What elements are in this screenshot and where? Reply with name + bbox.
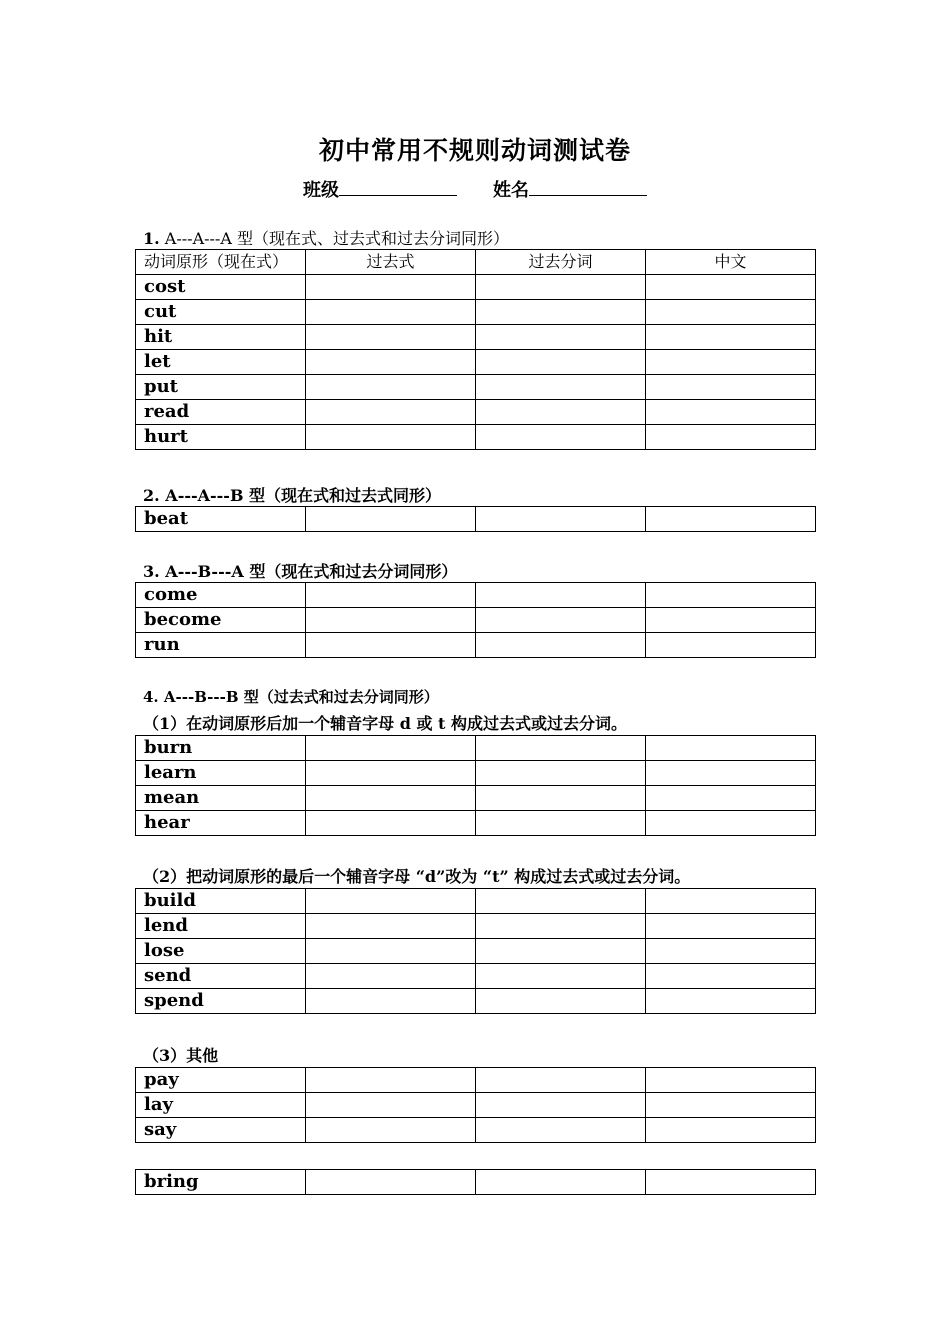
verb-cell: become (136, 608, 306, 633)
table-row (136, 375, 816, 400)
verb-cell: bring (136, 1170, 306, 1195)
student-info-line (0, 176, 950, 202)
answer-cell[interactable] (476, 300, 646, 325)
section-3-table (135, 582, 816, 658)
answer-cell[interactable] (306, 989, 476, 1014)
answer-cell[interactable] (306, 736, 476, 761)
answer-cell[interactable] (306, 1068, 476, 1093)
table-header-row (136, 250, 816, 275)
answer-cell[interactable] (476, 375, 646, 400)
answer-cell[interactable] (306, 1118, 476, 1143)
answer-cell[interactable] (306, 811, 476, 836)
verb-cell: hit (136, 325, 306, 350)
answer-cell[interactable] (476, 786, 646, 811)
answer-cell[interactable] (646, 1068, 816, 1093)
answer-cell[interactable] (306, 275, 476, 300)
section-3-heading: 3. A---B---A 型（现在式和过去分词同形） (143, 562, 458, 581)
answer-cell[interactable] (306, 325, 476, 350)
answer-cell[interactable] (476, 507, 646, 532)
verb-cell: pay (136, 1068, 306, 1093)
table-row (136, 1068, 816, 1093)
table-row (136, 400, 816, 425)
name-label: 姓名 (493, 180, 529, 201)
answer-cell[interactable] (306, 1093, 476, 1118)
verb-cell: come (136, 583, 306, 608)
answer-cell[interactable] (476, 736, 646, 761)
section-4-1-table (135, 735, 816, 836)
section-4-sub-1: （1）在动词原形后加一个辅音字母 d 或 t 构成过去式或过去分词。 (143, 714, 627, 733)
answer-cell[interactable] (306, 425, 476, 450)
verb-cell: burn (136, 736, 306, 761)
section-4-4-table (135, 1169, 816, 1195)
answer-cell[interactable] (646, 786, 816, 811)
answer-cell[interactable] (306, 400, 476, 425)
answer-cell[interactable] (306, 633, 476, 658)
answer-cell[interactable] (306, 375, 476, 400)
section-4-2-table (135, 888, 816, 1014)
verb-cell: hear (136, 811, 306, 836)
section-4-sub-2: （2）把动词原形的最后一个辅音字母 “d”改为 “t” 构成过去式或过去分词。 (143, 867, 691, 886)
answer-cell[interactable] (646, 914, 816, 939)
verb-cell: read (136, 400, 306, 425)
answer-cell[interactable] (476, 914, 646, 939)
section-4-3-table (135, 1067, 816, 1143)
header-past-participle: 过去分词 (476, 250, 646, 275)
verb-cell: lose (136, 939, 306, 964)
answer-cell[interactable] (476, 608, 646, 633)
verb-cell: cost (136, 275, 306, 300)
answer-cell[interactable] (306, 889, 476, 914)
answer-cell[interactable] (476, 275, 646, 300)
answer-cell[interactable] (646, 300, 816, 325)
verb-cell: build (136, 889, 306, 914)
answer-cell[interactable] (646, 964, 816, 989)
answer-cell[interactable] (646, 633, 816, 658)
answer-cell[interactable] (476, 1068, 646, 1093)
answer-cell[interactable] (476, 889, 646, 914)
answer-cell[interactable] (306, 507, 476, 532)
answer-cell[interactable] (476, 989, 646, 1014)
answer-cell[interactable] (646, 1118, 816, 1143)
answer-cell[interactable] (476, 425, 646, 450)
answer-cell[interactable] (646, 939, 816, 964)
answer-cell[interactable] (646, 350, 816, 375)
table-row (136, 583, 816, 608)
header-chinese: 中文 (646, 250, 816, 275)
answer-cell[interactable] (646, 375, 816, 400)
table-row (136, 300, 816, 325)
answer-cell[interactable] (476, 633, 646, 658)
table-row (136, 1118, 816, 1143)
table-row (136, 608, 816, 633)
answer-cell[interactable] (646, 989, 816, 1014)
answer-cell[interactable] (476, 400, 646, 425)
answer-cell[interactable] (476, 761, 646, 786)
answer-cell[interactable] (646, 1170, 816, 1195)
verb-cell: say (136, 1118, 306, 1143)
table-row (136, 1170, 816, 1195)
answer-cell[interactable] (306, 786, 476, 811)
answer-cell[interactable] (306, 1170, 476, 1195)
answer-cell[interactable] (646, 275, 816, 300)
answer-cell[interactable] (306, 350, 476, 375)
table-row (136, 811, 816, 836)
answer-cell[interactable] (476, 1170, 646, 1195)
verb-cell: hurt (136, 425, 306, 450)
answer-cell[interactable] (306, 914, 476, 939)
answer-cell[interactable] (476, 964, 646, 989)
verb-cell: mean (136, 786, 306, 811)
answer-cell[interactable] (476, 1093, 646, 1118)
table-row (136, 761, 816, 786)
verb-cell: let (136, 350, 306, 375)
answer-cell[interactable] (646, 400, 816, 425)
verb-cell: beat (136, 507, 306, 532)
answer-cell[interactable] (646, 325, 816, 350)
answer-cell[interactable] (306, 939, 476, 964)
answer-cell[interactable] (306, 608, 476, 633)
answer-cell[interactable] (476, 350, 646, 375)
table-row (136, 914, 816, 939)
verb-cell: spend (136, 989, 306, 1014)
answer-cell[interactable] (646, 425, 816, 450)
answer-cell[interactable] (476, 325, 646, 350)
table-row (136, 989, 816, 1014)
answer-cell[interactable] (476, 583, 646, 608)
table-row (136, 889, 816, 914)
answer-cell[interactable] (306, 761, 476, 786)
answer-cell[interactable] (646, 1093, 816, 1118)
answer-cell[interactable] (306, 583, 476, 608)
table-row (136, 964, 816, 989)
verb-cell: send (136, 964, 306, 989)
section-2-heading: 2. A---A---B 型（现在式和过去式同形） (143, 486, 442, 505)
header-base-form: 动词原形（现在式） (136, 250, 306, 275)
table-row (136, 507, 816, 532)
table-row (136, 736, 816, 761)
table-row (136, 786, 816, 811)
answer-cell[interactable] (646, 889, 816, 914)
answer-cell[interactable] (646, 736, 816, 761)
verb-cell: run (136, 633, 306, 658)
section-2-table (135, 506, 816, 532)
table-row (136, 633, 816, 658)
section-1-heading: 1. A---A---A 型（现在式、过去式和过去分词同形） (143, 229, 509, 248)
verb-cell: lay (136, 1093, 306, 1118)
answer-cell[interactable] (646, 507, 816, 532)
answer-cell[interactable] (646, 608, 816, 633)
answer-cell[interactable] (306, 300, 476, 325)
class-label: 班级 (303, 180, 339, 201)
answer-cell[interactable] (646, 583, 816, 608)
section-4-sub-3: （3）其他 (143, 1046, 219, 1065)
table-row (136, 425, 816, 450)
header-past-tense: 过去式 (306, 250, 476, 275)
table-row (136, 325, 816, 350)
page-title: 初中常用不规则动词测试卷 (318, 136, 631, 165)
verb-cell: learn (136, 761, 306, 786)
answer-cell[interactable] (476, 939, 646, 964)
verb-cell: put (136, 375, 306, 400)
class-blank[interactable] (339, 177, 457, 196)
table-row (136, 350, 816, 375)
answer-cell[interactable] (476, 811, 646, 836)
section-4-heading: 4. A---B---B 型（过去式和过去分词同形） (143, 688, 439, 706)
answer-cell[interactable] (306, 964, 476, 989)
answer-cell[interactable] (476, 1118, 646, 1143)
verb-cell: lend (136, 914, 306, 939)
answer-cell[interactable] (646, 811, 816, 836)
verb-cell: cut (136, 300, 306, 325)
answer-cell[interactable] (646, 761, 816, 786)
table-row (136, 1093, 816, 1118)
table-row (136, 275, 816, 300)
table-row (136, 939, 816, 964)
section-1-table (135, 249, 816, 450)
name-blank[interactable] (529, 177, 647, 196)
